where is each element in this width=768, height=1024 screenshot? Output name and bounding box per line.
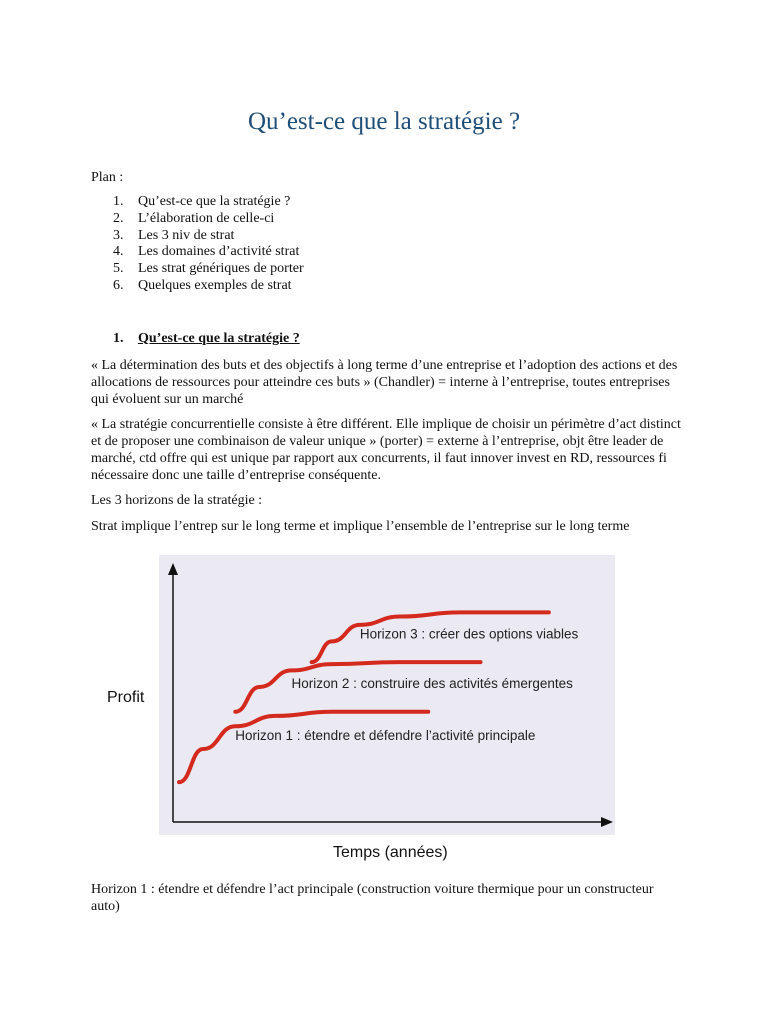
list-item bbox=[91, 211, 304, 228]
paragraph-long-term: Strat implique l’entrep sur le long terme et implique l’ensemble de l’entreprise sur le long terme bbox=[91, 519, 630, 534]
list-number: 4. bbox=[113, 244, 124, 260]
list-text: Les domaines d’activité strat bbox=[138, 244, 300, 260]
series-label-horizon-1: Horizon 1 : étendre et défendre l’activité principale bbox=[235, 727, 536, 743]
section-title: Qu’est-ce que la stratégie ? bbox=[138, 331, 300, 346]
list-item bbox=[91, 194, 304, 211]
paragraph-horizons-intro: Les 3 horizons de la stratégie : bbox=[91, 493, 263, 508]
series-label-horizon-2: Horizon 2 : construire des activités émergentes bbox=[291, 676, 573, 692]
plan-label: Plan : bbox=[91, 170, 124, 185]
list-number: 1. bbox=[113, 194, 124, 209]
chart-panel bbox=[159, 555, 615, 835]
list-number: 5. bbox=[113, 261, 124, 277]
series-label-horizon-3: Horizon 3 : créer des options viables bbox=[359, 626, 579, 642]
list-text: Qu’est-ce que la stratégie ? bbox=[138, 194, 291, 209]
list-number: 2. bbox=[113, 210, 124, 226]
chart-svg bbox=[91, 545, 677, 867]
section-number: 1. bbox=[113, 331, 124, 346]
list-number: 3. bbox=[113, 227, 124, 243]
list-item bbox=[91, 261, 304, 278]
list-item bbox=[91, 278, 304, 295]
section-heading bbox=[113, 331, 300, 347]
list-text: Quelques exemples de strat bbox=[138, 277, 292, 293]
paragraph-chandler: « La détermination des buts et des objectifs à long terme d’une entreprise et l’adoption des actions et des allocations de ressources pour atteindre ces buts » (Chandler) = interne à l’entreprise, toutes entreprises qui évoluent sur un marché bbox=[91, 358, 678, 407]
y-axis-label: Profit bbox=[107, 689, 145, 706]
list-item bbox=[91, 244, 304, 261]
list-text: Les strat génériques de porter bbox=[138, 261, 304, 277]
list-number: 6. bbox=[113, 277, 124, 293]
paragraph-horizon-1: Horizon 1 : étendre et défendre l’act principale (construction voiture thermique pour un constructeur auto) bbox=[91, 882, 654, 914]
list-item bbox=[91, 228, 304, 245]
plan-list bbox=[91, 194, 304, 295]
list-text: Les 3 niv de strat bbox=[138, 227, 235, 243]
page-title: Qu’est-ce que la stratégie ? bbox=[247, 108, 521, 135]
list-text: L’élaboration de celle-ci bbox=[138, 210, 275, 226]
horizons-chart bbox=[91, 545, 677, 867]
paragraph-porter: « La stratégie concurrentielle consiste à être différent. Elle implique de choisir un périmètre d’act distinct et de proposer une combinaison de valeur unique » (porter) = externe à l’entreprise, objt être leader de marché, ctd offre qui est unique par rapport aux concurrents, il faut innover invest en RD, ressources fi nécessaire donc une taille d’entreprise conséquente. bbox=[91, 417, 681, 483]
x-axis-label: Temps (années) bbox=[333, 844, 448, 861]
